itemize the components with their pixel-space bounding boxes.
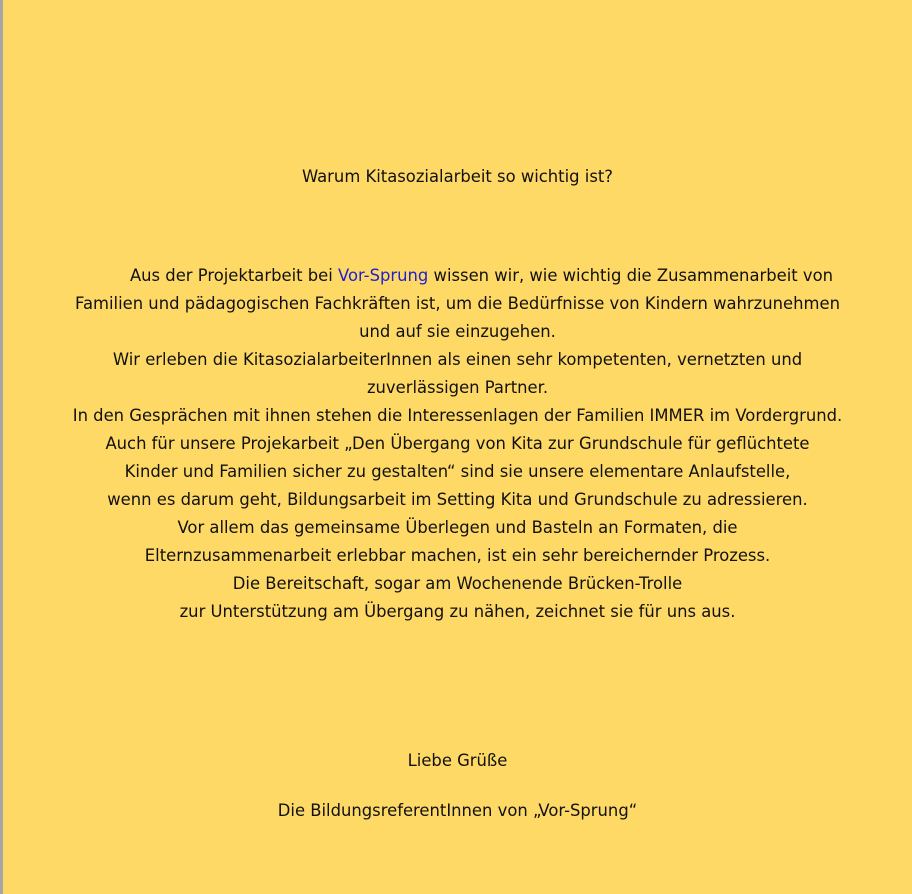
body-line: und auf sie einzugehen.	[359, 322, 556, 341]
body-line: Elternzusammenarbeit erlebbar machen, ist ein sehr bereichernder Prozess.	[144, 546, 771, 565]
body-line: Auch für unsere Projekarbeit „Den Übergang von Kita zur Grundschule für geflüchtete	[105, 434, 810, 453]
body-line: Kinder und Familien sicher zu gestalten“ sind sie unsere elementare Anlaufstelle,	[124, 462, 791, 481]
vor-sprung-link[interactable]: Vor-Sprung	[338, 266, 429, 285]
body-line: Familien und pädagogischen Fachkräften ist, um die Bedürfnisse von Kindern wahrzunehmen	[75, 294, 840, 313]
page-title: Warum Kitasozialarbeit so wichtig ist?	[301, 167, 613, 186]
body-line: Wir erleben die KitasozialarbeiterInnen als einen sehr kompetenten, vernetzten und	[112, 350, 803, 369]
greeting: Liebe Grüße	[407, 751, 508, 770]
body-text	[3, 262, 912, 626]
body-line: Die Bereitschaft, sogar am Wochenende Brücken-Trolle	[232, 574, 683, 593]
document-page	[3, 0, 912, 894]
intro-after-link: wissen wir, wie wichtig die Zusammenarbeit von	[428, 266, 834, 285]
body-line: Vor allem das gemeinsame Überlegen und Basteln an Formaten, die	[177, 518, 738, 537]
signature: Die BildungsreferentInnen von „Vor-Sprung“	[277, 801, 638, 820]
intro-before-link: Aus der Projektarbeit bei	[129, 266, 339, 285]
body-line-intro	[3, 262, 912, 290]
body-line: zuverlässigen Partner.	[366, 378, 549, 397]
body-line: In den Gesprächen mit ihnen stehen die Interessenlagen der Familien IMMER im Vordergrund.	[72, 406, 843, 425]
body-line: wenn es darum geht, Bildungsarbeit im Setting Kita und Grundschule zu adressieren.	[107, 490, 808, 509]
body-line: zur Unterstützung am Übergang zu nähen, zeichnet sie für uns aus.	[179, 602, 736, 621]
